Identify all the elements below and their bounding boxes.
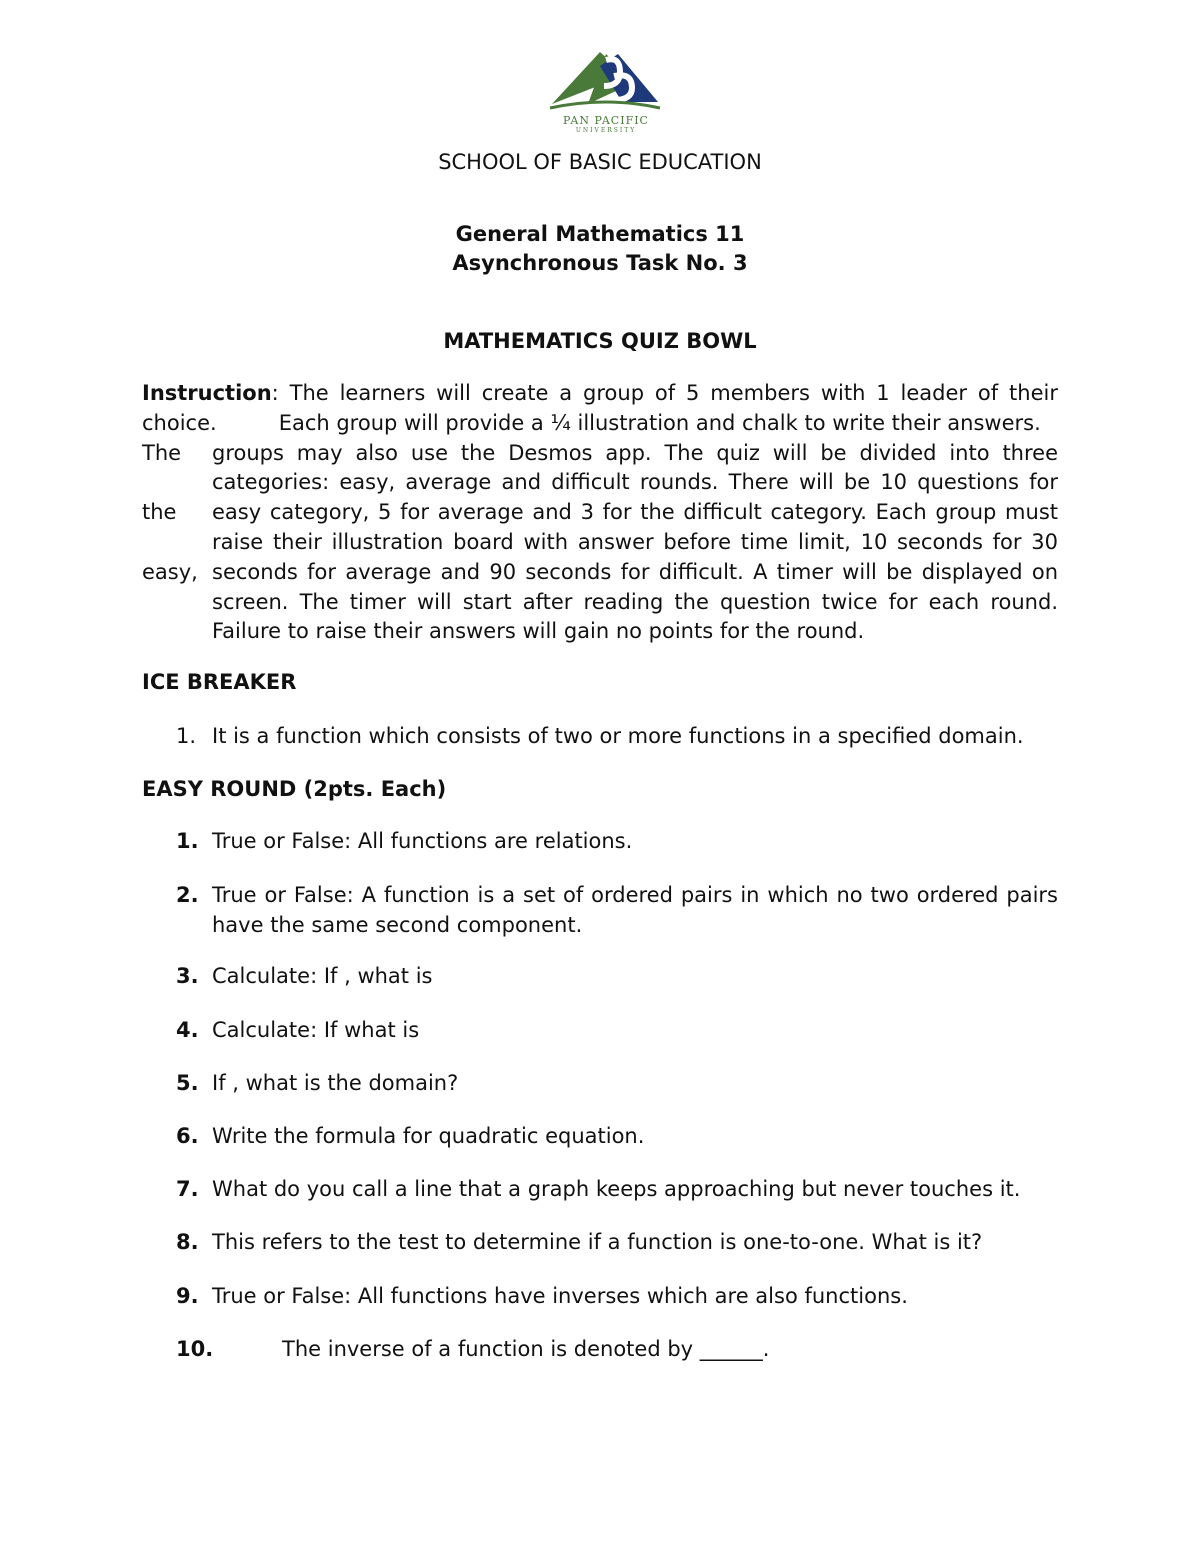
item-number: 2. <box>176 883 199 907</box>
instruction-body-text: groups may also use the Desmos app. The quiz will be divided into three categories: easy, average and difficult rounds. There will be 10 questions for easy category, 5 for average and 3 for the difficult category. Each group must raise their illustration board with answer before time limit, 10 seconds for 30 seconds for average and 90 seconds for difficult. A timer will be displayed on screen. The timer will start after reading the question twice for each round. Failure to raise their answers will gain no points for the round. <box>212 440 1058 644</box>
instruction-label: Instruction <box>142 381 272 405</box>
side-word-the-2: the <box>142 500 177 525</box>
instruction-body <box>142 439 1058 648</box>
item-text: True or False: A function is a set of ordered pairs in which no two ordered pairs have the same second component. <box>212 883 1058 937</box>
item-text: True or False: All functions are relations. <box>212 829 633 853</box>
university-logo <box>548 46 664 132</box>
item-text: This refers to the test to determine if a function is one-to-one. What is it? <box>212 1230 983 1254</box>
item-text: The inverse of a function is denoted by ______. <box>282 1337 770 1361</box>
side-word-the: The <box>142 440 182 465</box>
item-number: 7. <box>176 1177 199 1201</box>
instruction-block <box>142 379 1058 647</box>
item-text: Write the formula for quadratic equation. <box>212 1124 645 1148</box>
instruction-text-2a: choice. <box>142 410 217 435</box>
instruction-text-2b: Each group will provide a ¼ illustration and chalk to write their answers. <box>278 410 1041 435</box>
item-number: 3. <box>176 964 199 988</box>
instruction-text-1: : The learners will create a group of 5 members with 1 leader of their <box>271 381 1058 405</box>
item-number: 4. <box>176 1018 199 1042</box>
quiz-title: MATHEMATICS QUIZ BOWL <box>443 329 757 353</box>
item-number: 1. <box>176 724 197 748</box>
instruction-line-1 <box>142 379 1058 409</box>
school-name: SCHOOL OF BASIC EDUCATION <box>438 150 762 174</box>
subject-title: General Mathematics 11 <box>455 222 745 246</box>
item-number: 9. <box>176 1284 199 1308</box>
item-text: It is a function which consists of two or more functions in a specified domain. <box>212 724 1024 748</box>
task-title: Asynchronous Task No. 3 <box>452 251 748 275</box>
item-text: Calculate: If , what is <box>212 964 433 988</box>
item-number: 1. <box>176 829 199 853</box>
svg-text:PAN PACIFIC: PAN PACIFIC <box>563 114 649 127</box>
side-word-easy: easy, <box>142 559 198 584</box>
item-number: 8. <box>176 1230 199 1254</box>
ice-breaker-heading: ICE BREAKER <box>142 670 297 694</box>
item-number: 6. <box>176 1124 199 1148</box>
item-text: What do you call a line that a graph keeps approaching but never touches it. <box>212 1177 1021 1201</box>
item-number: 10. <box>176 1337 214 1361</box>
instruction-line-2 <box>142 409 1058 439</box>
svg-text:UNIVERSITY: UNIVERSITY <box>575 127 637 132</box>
easy-round-heading: EASY ROUND (2pts. Each) <box>142 777 447 801</box>
item-text: If , what is the domain? <box>212 1071 459 1095</box>
item-text: True or False: All functions have inverses which are also functions. <box>212 1284 908 1308</box>
item-number: 5. <box>176 1071 199 1095</box>
item-text: Calculate: If what is <box>212 1018 420 1042</box>
